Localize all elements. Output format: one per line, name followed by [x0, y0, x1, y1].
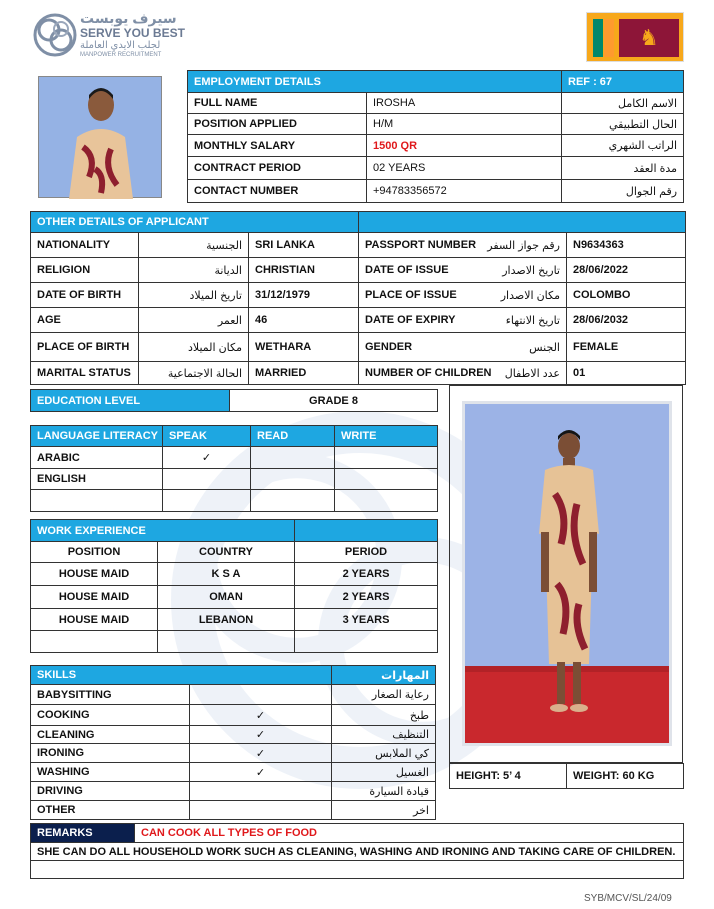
- work-position: HOUSE MAID: [31, 609, 158, 631]
- write-check: [335, 469, 438, 490]
- number-of-children-label: NUMBER OF CHILDREN: [359, 362, 459, 385]
- skill-name: COOKING: [31, 705, 190, 726]
- brand-tagline: MANPOWER RECRUITMENT: [80, 52, 162, 58]
- date-of-expiry-arabic: تاريخ الانتهاء: [459, 308, 567, 333]
- date-of-birth-arabic: تاريخ الميلاد: [139, 283, 249, 308]
- work-country: OMAN: [158, 586, 295, 609]
- work-country: [158, 631, 295, 653]
- write-check: [335, 490, 438, 512]
- skill-check: ✓: [190, 726, 332, 744]
- skill-name: DRIVING: [31, 782, 190, 801]
- language-name: [31, 490, 163, 512]
- nationality-arabic: الجنسية: [139, 233, 249, 258]
- education-level-label: EDUCATION LEVEL: [31, 390, 230, 412]
- skill-arabic: طبخ: [332, 705, 436, 726]
- physical-stats-table: [449, 763, 684, 789]
- contact-number-arabic: رقم الجوال: [562, 180, 684, 203]
- ref-number: REF : 67: [562, 71, 684, 93]
- speak-check: [163, 469, 251, 490]
- remarks-blank-row: [31, 861, 684, 879]
- marital-status-value: MARRIED: [249, 362, 359, 385]
- contact-number-label: CONTACT NUMBER: [188, 180, 367, 203]
- skill-check: [190, 801, 332, 820]
- brand-name: SERVE YOU BEST: [80, 26, 185, 40]
- work-period: 2 YEARS: [295, 563, 438, 586]
- brand-arabic-name: سيرف يوبست: [80, 10, 177, 26]
- full-name-arabic: الاسم الكامل: [562, 93, 684, 114]
- religion-label: RELIGION: [31, 258, 139, 283]
- skill-name: CLEANING: [31, 726, 190, 744]
- work-position: [31, 631, 158, 653]
- date-of-birth-label: DATE OF BIRTH: [31, 283, 139, 308]
- other-details-header: OTHER DETAILS OF APPLICANT: [31, 212, 359, 233]
- place-of-issue-arabic: مكان الاصدار: [459, 283, 567, 308]
- applicant-photo-portrait: [38, 76, 162, 198]
- read-check: [251, 490, 335, 512]
- age-label: AGE: [31, 308, 139, 333]
- nationality-value: SRI LANKA: [249, 233, 359, 258]
- work-position: HOUSE MAID: [31, 586, 158, 609]
- place-of-issue-label: PLACE OF ISSUE: [359, 283, 459, 308]
- religion-value: CHRISTIAN: [249, 258, 359, 283]
- age-value: 46: [249, 308, 359, 333]
- contract-period-arabic: مدة العقد: [562, 157, 684, 180]
- speak-check: ✓: [163, 447, 251, 469]
- passport-number-label: PASSPORT NUMBER: [359, 233, 459, 258]
- position-column-header: POSITION: [31, 542, 158, 563]
- language-table: [30, 425, 438, 512]
- nationality-label: NATIONALITY: [31, 233, 139, 258]
- work-country: LEBANON: [158, 609, 295, 631]
- country-column-header: COUNTRY: [158, 542, 295, 563]
- brand-logo-icon: [32, 12, 78, 58]
- monthly-salary-arabic: الراتب الشهري: [562, 135, 684, 157]
- education-table: [30, 389, 438, 412]
- work-experience-header-blank: [295, 520, 438, 542]
- skill-name: BABYSITTING: [31, 685, 190, 705]
- work-experience-header: WORK EXPERIENCE: [31, 520, 295, 542]
- skill-arabic: الغسيل: [332, 763, 436, 782]
- other-details-table: [30, 211, 686, 385]
- skill-arabic: التنظيف: [332, 726, 436, 744]
- place-of-birth-label: PLACE OF BIRTH: [31, 333, 139, 362]
- height-value: HEIGHT: 5’ 4: [450, 764, 567, 789]
- date-of-expiry-label: DATE OF EXPIRY: [359, 308, 459, 333]
- read-header: READ: [251, 426, 335, 447]
- skill-check: ✓: [190, 763, 332, 782]
- write-check: [335, 447, 438, 469]
- remarks-text: SHE CAN DO ALL HOUSEHOLD WORK SUCH AS CLEANING, WASHING AND IRONING AND TAKING CARE OF CHILDREN.: [31, 843, 684, 861]
- monthly-salary-value: 1500 QR: [367, 135, 562, 157]
- sri-lanka-flag-icon: ♞: [586, 12, 684, 62]
- date-of-expiry-value: 28/06/2032: [567, 308, 686, 333]
- work-period: [295, 631, 438, 653]
- skill-check: [190, 685, 332, 705]
- marital-status-label: MARITAL STATUS: [31, 362, 139, 385]
- remarks-highlight: CAN COOK ALL TYPES OF FOOD: [135, 824, 684, 843]
- skill-check: ✓: [190, 705, 332, 726]
- language-literacy-header: LANGUAGE LITERACY: [31, 426, 163, 447]
- monthly-salary-label: MONTHLY SALARY: [188, 135, 367, 157]
- age-arabic: العمر: [139, 308, 249, 333]
- date-of-birth-value: 31/12/1979: [249, 283, 359, 308]
- work-country: K S A: [158, 563, 295, 586]
- skill-name: WASHING: [31, 763, 190, 782]
- number-of-children-arabic: عدد الاطفال: [459, 362, 567, 385]
- other-details-header-blank: [359, 212, 686, 233]
- period-column-header: PERIOD: [295, 542, 438, 563]
- skills-header: SKILLS: [31, 666, 332, 685]
- skill-arabic: رعاية الصغار: [332, 685, 436, 705]
- passport-number-arabic: رقم جواز السفر: [459, 233, 567, 258]
- document-code: SYB/MCV/SL/24/09: [584, 893, 672, 904]
- skill-check: [190, 782, 332, 801]
- position-applied-value: H/M: [367, 114, 562, 135]
- full-name-value: IROSHA: [367, 93, 562, 114]
- employment-header: EMPLOYMENT DETAILS: [188, 71, 562, 93]
- brand-arabic-tagline: لجلب الايدي العاملة: [80, 40, 161, 51]
- skill-arabic: كي الملابس: [332, 744, 436, 763]
- write-header: WRITE: [335, 426, 438, 447]
- number-of-children-value: 01: [567, 362, 686, 385]
- passport-number-value: N9634363: [567, 233, 686, 258]
- contract-period-value: 02 YEARS: [367, 157, 562, 180]
- skill-arabic: قيادة السيارة: [332, 782, 436, 801]
- full-name-label: FULL NAME: [188, 93, 367, 114]
- work-period: 3 YEARS: [295, 609, 438, 631]
- read-check: [251, 469, 335, 490]
- speak-check: [163, 490, 251, 512]
- contact-number-value: +94783356572: [367, 180, 562, 203]
- work-period: 2 YEARS: [295, 586, 438, 609]
- education-level-value: GRADE 8: [230, 390, 438, 412]
- place-of-birth-arabic: مكان الميلاد: [139, 333, 249, 362]
- language-name: ENGLISH: [31, 469, 163, 490]
- religion-arabic: الديانة: [139, 258, 249, 283]
- language-name: ARABIC: [31, 447, 163, 469]
- date-of-issue-arabic: تاريخ الاصدار: [459, 258, 567, 283]
- read-check: [251, 447, 335, 469]
- gender-value: FEMALE: [567, 333, 686, 362]
- contract-period-label: CONTRACT PERIOD: [188, 157, 367, 180]
- applicant-photo-full: [462, 401, 672, 746]
- gender-label: GENDER: [359, 333, 459, 362]
- full-body-photo-frame: [449, 385, 683, 763]
- skill-name: IRONING: [31, 744, 190, 763]
- gender-arabic: الجنس: [459, 333, 567, 362]
- position-applied-label: POSITION APPLIED: [188, 114, 367, 135]
- skill-arabic: اخر: [332, 801, 436, 820]
- place-of-issue-value: COLOMBO: [567, 283, 686, 308]
- place-of-birth-value: WETHARA: [249, 333, 359, 362]
- weight-value: WEIGHT: 60 KG: [567, 764, 684, 789]
- remarks-label: REMARKS: [31, 824, 135, 843]
- date-of-issue-label: DATE OF ISSUE: [359, 258, 459, 283]
- date-of-issue-value: 28/06/2022: [567, 258, 686, 283]
- remarks-table: [30, 823, 684, 879]
- skills-table: [30, 665, 436, 820]
- skills-arabic-header: المهارات: [332, 666, 436, 685]
- position-applied-arabic: الحال التطبيقي: [562, 114, 684, 135]
- speak-header: SPEAK: [163, 426, 251, 447]
- marital-status-arabic: الحالة الاجتماعية: [139, 362, 249, 385]
- skill-check: ✓: [190, 744, 332, 763]
- skill-name: OTHER: [31, 801, 190, 820]
- work-experience-table: [30, 519, 438, 653]
- employment-details-table: [187, 70, 684, 203]
- brand-logo: [30, 10, 190, 62]
- work-position: HOUSE MAID: [31, 563, 158, 586]
